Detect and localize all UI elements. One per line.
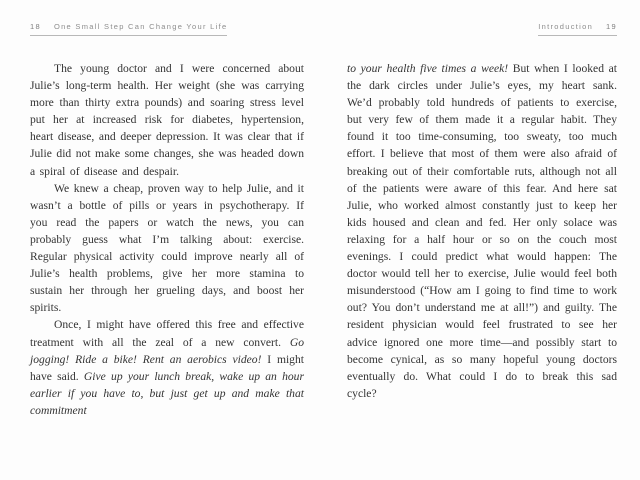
text-run: Give up your lunch break, wake up an hour earlier if you have to, but just get up and make that commitment	[30, 369, 304, 417]
left-page-body	[30, 60, 304, 419]
text-run: We knew a cheap, proven way to help Julie, and it wasn’t a bottle of pills or years in psychotherapy. If you read the papers or watch the news, you can probably guess what I’m talking about: exercise. Regular physical activity could improve nearly all of Julie’s health problems, give her more stamina to sustain her through her grueling days, and boost her spirits.	[30, 181, 304, 315]
text-run: The young doctor and I were concerned about Julie’s long-term health. Her weight (she was carrying more than thirty extra pounds) and soaring stress level put her at increased risk for diabetes, hypertension, heart disease, and deeper depression. It was clear that if Julie did not make some changes, she was headed down a spiral of disease and despair.	[30, 62, 304, 178]
right-page-body	[347, 60, 617, 402]
right-running-title: Introduction	[538, 22, 594, 31]
text-run: Once, I might have offered this free and effective treatment with all the zeal of a new convert.	[30, 318, 304, 349]
paragraph	[30, 316, 304, 419]
paragraph	[30, 180, 304, 317]
page-right	[347, 16, 617, 402]
right-page-number: 19	[606, 22, 617, 31]
right-running-header	[538, 22, 617, 36]
text-run: Go jogging! Ride a bike! Rent an aerobics video!	[30, 335, 304, 366]
left-running-title: One Small Step Can Change Your Life	[53, 22, 228, 31]
right-header-row	[347, 16, 617, 36]
page-left	[30, 16, 304, 419]
left-header-row	[30, 16, 304, 36]
paragraph	[347, 60, 617, 402]
left-page-number: 18	[30, 22, 41, 31]
text-run: to your health five times a week!	[347, 62, 509, 75]
left-running-header	[30, 22, 227, 36]
paragraph	[30, 60, 304, 180]
text-run: But when I looked at the dark circles under Julie’s eyes, my heart sank. We’d probably told hundreds of patients to exercise, but very few of them made it a regular habit. They found it too time-consuming, too sweaty, too much effort. I believe that most of them were also afraid of breaking out of their comfortable ruts, although not all of the patients were aware of this fear. And here sat Julie, who worked almost constantly just to keep her kids housed and clean and fed. Her only solace was relaxing for a half hour or so on the couch most evenings. I could predict what would happen: The doctor would tell her to exercise, Julie would feel both misunderstood (“How am I going to find time to work out? You don’t understand me at all!”) and guilty. The resident physician would feel frustrated to see her advice ignored one more time—and possibly start to become cynical, as so many hopeful young doctors eventually do. What could I do to break this sad cycle?	[347, 62, 617, 400]
text-run: I might have said.	[30, 352, 304, 383]
